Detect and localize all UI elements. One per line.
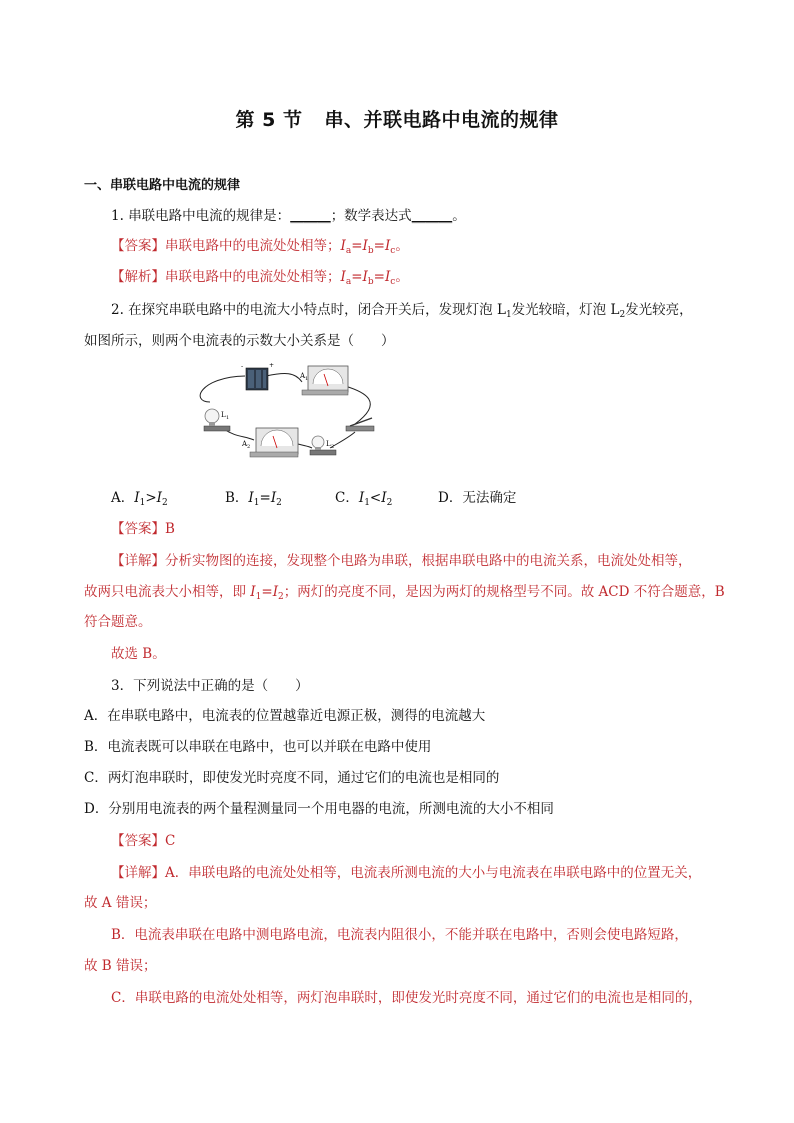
circuit-figure	[190, 362, 390, 472]
blank-2: ______	[411, 208, 453, 224]
q3-detail-b-line-2: 故 B 错误；	[84, 958, 157, 974]
question-1: 1. 串联电路中电流的规律是：______；数学表达式______。	[111, 208, 466, 224]
battery-icon	[241, 362, 274, 390]
q3-detail-b-line-1: B．电流表串联在电路中测电路电流，电流表内阻很小，不能并联在电路中，否则会使电路短路，	[111, 927, 688, 943]
svg-text:2: 2	[247, 444, 251, 450]
q3-option-c: C．两灯泡串联时，即使发光时亮度不同，通过它们的电流也是相同的	[84, 770, 500, 786]
blank-1: ______	[290, 208, 331, 224]
option-d: D．无法确定	[438, 490, 517, 506]
svg-text:A: A	[242, 440, 248, 448]
bulb-1-icon	[204, 409, 230, 431]
q3-detail-c-line-1: C．串联电路的电流处处相等，两灯泡串联时，即使发光时亮度不同，通过它们的电流也是相同的，	[111, 990, 702, 1006]
q3-answer: 【答案】C	[111, 833, 176, 849]
battery-minus-label: -	[241, 363, 244, 370]
q3-detail-a-line-2: 故 A 错误；	[84, 895, 157, 911]
q2-choose: 故选 B。	[111, 646, 166, 662]
q1-analysis: 【解析】串联电路中的电流处处相等；$I_a=I_b=I_c$。	[111, 269, 409, 287]
battery-plus-label: +	[269, 362, 275, 369]
option-a: A．$I_1>I_2$	[111, 490, 168, 508]
svg-text:L: L	[326, 440, 331, 448]
q2-answer: 【答案】B	[111, 521, 175, 537]
svg-text:A: A	[300, 372, 306, 380]
q3-option-a: A．在串联电路中，电流表的位置越靠近电源正极，测得的电流越大	[84, 708, 486, 724]
q3-detail-a-line-1: 【详解】A．串联电路的电流处处相等，电流表所测电流的大小与电流表在串联电路中的位置无关，	[111, 865, 702, 881]
section-topic: 串、并联电路中电流的规律	[324, 109, 559, 131]
page-title	[0, 105, 794, 132]
wire-a1-to-switch	[345, 386, 370, 424]
q3-option-b: B．电流表既可以串联在电路中，也可以并联在电路中使用	[84, 739, 432, 755]
wire-battery-to-a1	[266, 374, 302, 382]
q1-answer: 【答案】串联电路中的电流处处相等；$I_a=I_b=I_c$。	[111, 238, 409, 256]
q2-detail-line-3: 符合题意。	[84, 614, 152, 630]
svg-text:2: 2	[331, 444, 335, 450]
svg-text:L: L	[221, 411, 226, 419]
question-2-line-1: 2. 在探究串联电路中的电流大小特点时，闭合开关后，发现灯泡 $L_1$发光较暗，灯泡 $L_2$发光较亮，	[111, 302, 693, 320]
svg-text:1: 1	[305, 376, 309, 382]
q2-detail-line-2: 故两只电流表大小相等，即 $I_1=I_2$；两灯的亮度不同，是因为两灯的规格型号不同。故 ACD 不符合题意，B	[84, 584, 725, 602]
wire-battery-to-l1	[200, 376, 245, 402]
question-3: 3．下列说法中正确的是（ ）	[111, 678, 309, 694]
q2-detail-line-1: 【详解】分析实物图的连接，发现整个电路为串联，根据串联电路中的电流关系，电流处处相等，	[111, 553, 692, 569]
section-number: 第 5 节	[235, 109, 303, 131]
ammeter-2-icon	[241, 428, 298, 457]
question-2-line-2: 如图所示，则两个电流表的示数大小关系是（ ）	[84, 333, 395, 349]
wire-a2-to-l2	[298, 444, 312, 448]
option-c: C．$I_1<I_2$	[335, 490, 393, 508]
svg-text:1: 1	[226, 415, 230, 421]
q3-option-d: D．分别用电流表的两个量程测量同一个用电器的电流，所测电流的大小不相同	[84, 801, 554, 817]
q2-options	[111, 488, 744, 508]
bulb-2-icon	[310, 436, 336, 455]
section-heading: 一、串联电路中电流的规律	[84, 178, 241, 193]
option-b: B．$I_1=I_2$	[225, 490, 282, 508]
ammeter-1-icon	[299, 366, 348, 395]
